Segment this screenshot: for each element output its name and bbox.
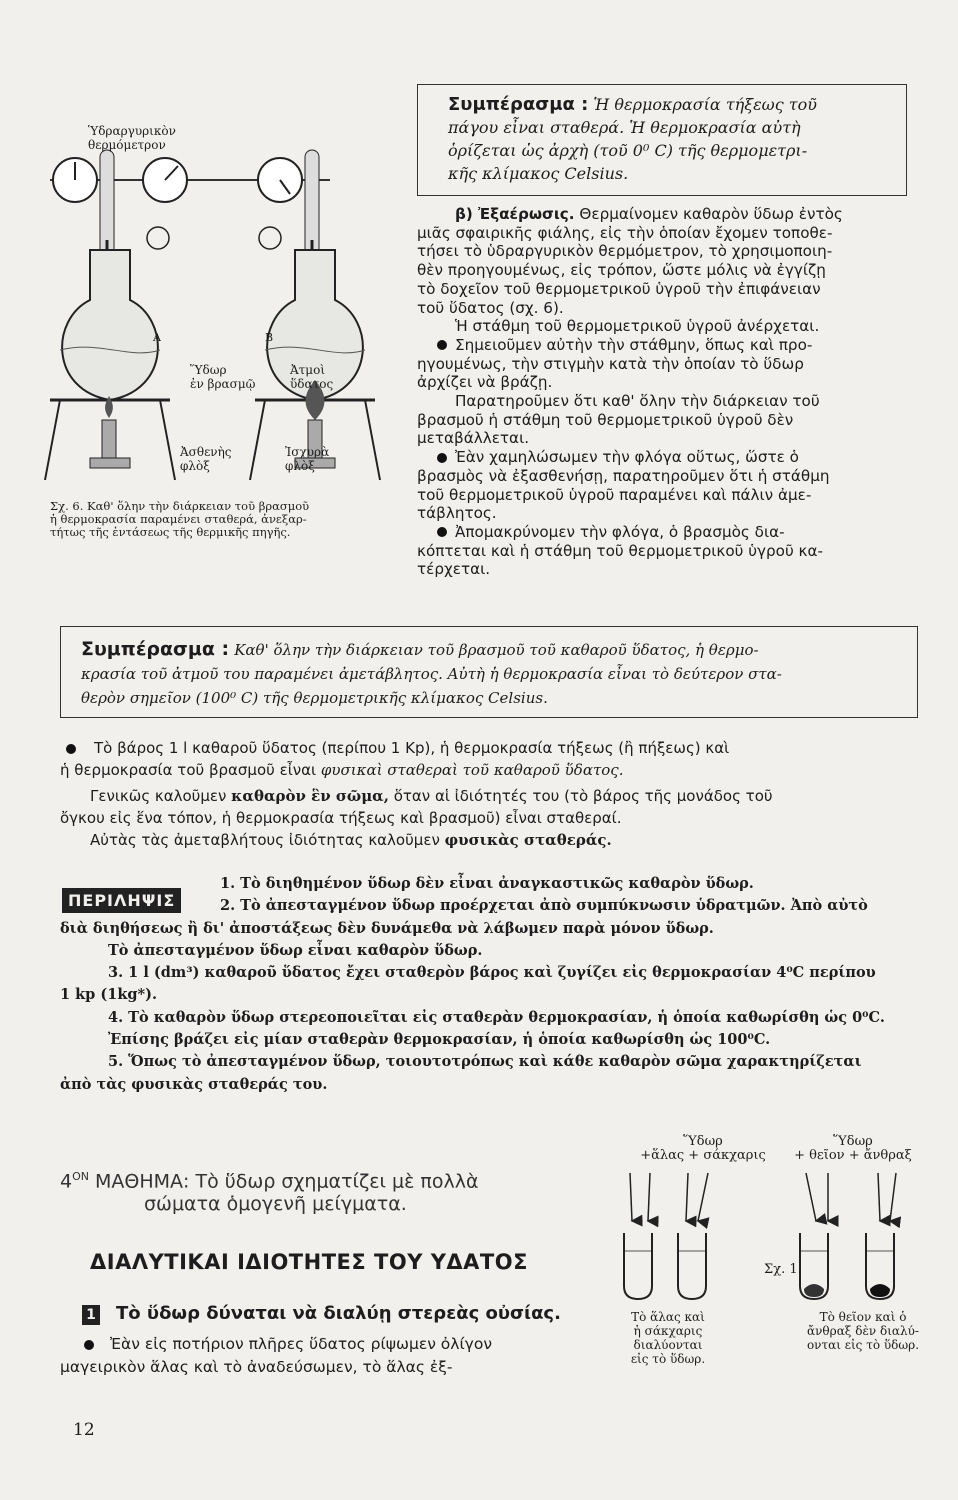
boiling-water-label-line: ἐν βρασμῷ [190, 377, 256, 391]
weak-flame-label-line: φλὸξ [180, 459, 210, 473]
text-line: Θερμαίνομεν καθαρὸν ὕδωρ ἐντὸς [579, 205, 843, 223]
subsection-title [82, 1303, 561, 1325]
bullet-icon [437, 453, 447, 463]
section-heading: ΔΙΑΛΥΤΙΚΑΙ ΙΔΙΟΤΗΤΕΣ ΤΟΥ ΥΔΑΤΟΣ [90, 1250, 528, 1274]
right-tube-label [778, 1135, 928, 1163]
conclusion-box-1 [417, 84, 907, 196]
figure-6-caption [50, 500, 395, 539]
right-caption [788, 1310, 938, 1352]
figure-1 [588, 1135, 938, 1385]
thermometer-label-line: θερμόμετρον [88, 138, 166, 152]
bullet-icon [66, 744, 76, 754]
physical-constants-paragraphs [60, 737, 920, 851]
summary-item: Τὸ ἀπεσταγμένον ὕδωρ εἶναι καθαρὸν ὕδωρ. [108, 941, 483, 959]
summary-item: ἀπὸ τὰς φυσικὰς σταθεράς του. [60, 1075, 328, 1093]
text-line: Αὐτὰς τὰς ἀμεταβλήτους ἰδιότητας καλοῦμεν [90, 831, 445, 849]
test-tubes-illustration [588, 1171, 938, 1306]
conclusion-box-2 [60, 626, 918, 718]
text-line: βρασμὸς νὰ ἐξασθενήσῃ, παρατηροῦμεν ὅτι ἡ στάθμη [417, 466, 830, 485]
text-line: Ἐὰν εἰς ποτήριον πλῆρες ὕδατος ρίψωμεν ὀλίγον [110, 1335, 492, 1353]
text-line: Τὸ βάρος 1 l καθαροῦ ὕδατος (περίπου 1 Kp), ἡ θερμοκρασία τήξεως (ἢ πήξεως) καὶ [94, 739, 730, 757]
text-line: τάβλητος. [417, 504, 497, 523]
conclusion-text: Καθ' ὅλην τὴν διάρκειαν τοῦ βρασμοῦ τοῦ καθαροῦ ὕδατος, ἡ θερμο- [234, 641, 759, 659]
text-line: τέρχεται. [417, 560, 491, 579]
text-line: τήσει τὸ ὑδραργυρικὸν θερμόμετρον, τὸ χρησιμοποιη- [417, 242, 833, 261]
caption-line: ἡ θερμοκρασία παραμένει σταθερά, ἀνεξαρ- [50, 512, 307, 526]
conclusion-text: κῆς κλίμακος Celsius. [448, 164, 629, 183]
text-line: ηγουμένως, τὴν στιγμὴν κατὰ τὴν ὁποίαν τὸ ὕδωρ [417, 354, 804, 373]
marker-a: A [153, 331, 161, 344]
lesson-label: ΜΑΘΗΜΑ: [95, 1170, 190, 1193]
left-tube-label-line: +ἅλας + σάκχαρις [640, 1148, 766, 1163]
left-tube-label-line: Ὕδωρ [683, 1134, 723, 1149]
conclusion-text: ὁρίζεται ὡς ἀρχὴ (τοῦ 0⁰ C) τῆς θερμομετρι- [448, 141, 808, 160]
summary-badge: ΠΕΡΙΛΗΨΙΣ [62, 888, 181, 913]
right-caption-line: Τὸ θεῖον καὶ ὁ [819, 1310, 907, 1324]
page-number: 12 [73, 1420, 95, 1440]
text-line: Ἡ στάθμη τοῦ θερμομετρικοῦ ὑγροῦ ἀνέρχεται. [455, 317, 820, 336]
lesson-title [60, 1165, 479, 1216]
weak-flame-label [180, 445, 232, 473]
lesson-title-line: σώματα ὁμογενῆ μείγματα. [144, 1193, 407, 1216]
bullet-icon [437, 527, 447, 537]
weak-flame-label-line: Ἀσθενὴς [180, 445, 232, 459]
text-line: τὸ δοχεῖον τοῦ θερμομετρικοῦ ὑγροῦ τὴν ἐπιφάνειαν [417, 279, 821, 298]
bullet-icon [84, 1340, 94, 1350]
right-caption-line: ονται εἰς τὸ ὕδωρ. [806, 1338, 920, 1352]
left-caption-line: διαλύονται [633, 1338, 703, 1352]
summary-item: 2. Τὸ ἀπεσταγμένον ὕδωρ προέρχεται ἀπὸ συμπύκνωσιν ὑδρατμῶν. Ἀπὸ αὐτὸ [220, 897, 868, 915]
strong-flame-label-line: φλὸξ [285, 459, 315, 473]
strong-flame-label-line: Ἰσχυρὰ [285, 445, 330, 459]
text-line: ὅταν αἱ ἰδιότητές του (τὸ βάρος τῆς μονάδος τοῦ [388, 787, 773, 805]
strong-flame-label [285, 445, 329, 473]
thermometer-label [88, 124, 176, 152]
text-line: μιᾶς σφαιρικῆς φιάλης, εἰς τὴν ὁποίαν ἔχομεν τοποθε- [417, 223, 833, 242]
caption-line: τήτως τῆς ἐντάσεως τῆς θερμικῆς πηγῆς. [50, 525, 291, 539]
summary-item: 1. Τὸ διηθημένον ὕδωρ δὲν εἶναι ἀναγκαστικῶς καθαρὸν ὕδωρ. [220, 875, 754, 892]
text-line: ὄγκου εἰς ἕνα τόπον, ἡ θερμοκρασία τήξεως καὶ βρασμοῦ) εἶναι σταθεραί. [60, 809, 622, 827]
text-line: μαγειρικὸν ἅλας καὶ τὸ ἀναδεύσωμεν, τὸ ἅλας ἐξ- [60, 1358, 453, 1376]
left-caption [603, 1310, 733, 1366]
conclusion-text: πάγου εἶναι σταθερά. Ἡ θερμοκρασία αὐτὴ [448, 118, 801, 137]
caption-line: Σχ. 6. Καθ' ὅλην τὴν διάρκειαν τοῦ βρασμοῦ [50, 499, 310, 513]
subsection-body [60, 1333, 560, 1379]
summary-item: 1 kp (1kg*). [60, 986, 157, 1004]
text-line: ἡ θερμοκρασία τοῦ βρασμοῦ εἶναι [60, 761, 321, 779]
text-line: Ἀπομακρύνομεν τὴν φλόγα, ὁ βρασμὸς δια- [455, 522, 785, 541]
bullet-icon [437, 340, 447, 350]
text-line: τοῦ ὕδατος (σχ. 6). [417, 298, 564, 317]
summary-item: 5. Ὅπως τὸ ἀπεσταγμένον ὕδωρ, τοιουτοτρόπως καὶ κάθε καθαρὸν σῶμα χαρακτηρίζεται [108, 1053, 862, 1071]
left-caption-line: Τὸ ἅλας καὶ [631, 1310, 705, 1324]
conclusion-text: κρασία τοῦ ἀτμοῦ του παραμένει ἀμετάβλητος. Αὐτὴ ἡ θερμοκρασία εἶναι τὸ δεύτερον στα- [81, 665, 782, 683]
italic-text: φυσικαὶ σταθεραὶ τοῦ καθαροῦ ὕδατος. [320, 761, 624, 779]
left-caption-line: ἡ σάκχαρις [633, 1324, 703, 1338]
text-line: ἀρχίζει νὰ βράζῃ. [417, 373, 553, 392]
left-caption-line: εἰς τὸ ὕδωρ. [630, 1352, 706, 1366]
text-line: τοῦ θερμομετρικοῦ ὑγροῦ παραμένει καὶ πάλιν ἀμε- [417, 485, 812, 504]
conclusion-title: Συμπέρασμα : [448, 94, 589, 115]
summary-item: 4. Τὸ καθαρὸν ὕδωρ στερεοποιεῖται εἰς σταθερὰν θερμοκρασίαν, ἡ ὁποία καθωρίσθη ὡς 0⁰C. [108, 1008, 885, 1026]
figure-1-label: Σχ. 1. [764, 1262, 802, 1277]
vapor-label-line: Ἀτμοὶ [290, 363, 326, 377]
lesson-title-line: Τὸ ὕδωρ σχηματίζει μὲ πολλὰ [195, 1170, 479, 1193]
text-line: κόπτεται καὶ ἡ στάθμη τοῦ θερμομετρικοῦ ὑγροῦ κα- [417, 541, 823, 560]
conclusion-text: Ἡ θερμοκρασία τήξεως τοῦ [593, 95, 817, 114]
bold-text: φυσικὰς σταθεράς. [444, 831, 612, 849]
right-tube-label-line: + θεῖον + ἄνθραξ [794, 1148, 912, 1163]
text-line: Παρατηροῦμεν ὅτι καθ' ὅλην τὴν διάρκειαν τοῦ [455, 392, 820, 411]
boiling-water-label [190, 363, 255, 391]
text-line: βρασμοῦ ἡ στάθμη τοῦ θερμομετρικοῦ ὑγροῦ δὲν [417, 410, 794, 429]
left-tube-label [638, 1135, 768, 1163]
summary-item: διὰ διηθήσεως ἢ δι' ἀποστάξεως δὲν δυνάμεθα νὰ λάβωμεν παρὰ μόνον ὕδωρ. [60, 919, 714, 937]
vapor-label [290, 363, 333, 391]
text-line: Ἐὰν χαμηλώσωμεν τὴν φλόγα οὕτως, ὥστε ὁ [455, 448, 799, 467]
summary-item: 3. 1 l (dm³) καθαροῦ ὕδατος ἔχει σταθερὸν βάρος καὶ ζυγίζει εἰς θερμοκρασίαν 4⁰C περίπου [108, 964, 876, 982]
bold-text: καθαρὸν ἓν σῶμα, [231, 787, 389, 805]
summary-list [60, 873, 922, 1096]
text-line: Σημειοῦμεν αὐτὴν τὴν στάθμην, ὅπως καὶ προ- [455, 335, 813, 354]
marker-b: B [265, 331, 274, 344]
thermometer-label-line: Ὑδραργυρικὸν [88, 124, 176, 138]
section-heading: β) Ἐξαέρωσις. [455, 205, 575, 223]
summary-item: Ἐπίσης βράζει εἰς μίαν σταθερὰν θερμοκρασίαν, ἡ ὁποία καθωρίσθη ὡς 100⁰C. [108, 1031, 771, 1049]
conclusion-title: Συμπέρασμα : [81, 638, 230, 660]
text-line: θὲν προηγουμένως, εἰς τρόπον, ὥστε μόλις νὰ ἐγγίζῃ [417, 261, 826, 280]
lesson-number: 4 [60, 1170, 73, 1193]
figure-6 [40, 100, 400, 530]
boiling-water-label-line: Ὕδωρ [190, 363, 227, 377]
lesson-number-suffix: ΟΝ [72, 1170, 89, 1183]
subsection-number: 1 [82, 1305, 100, 1325]
right-caption-line: ἄνθραξ δὲν διαλύ- [807, 1324, 919, 1338]
boiling-apparatus-illustration [40, 100, 400, 500]
right-tube-label-line: Ὕδωρ [833, 1134, 873, 1149]
text-line: Γενικῶς καλοῦμεν [90, 787, 232, 805]
subsection-title-text: Τὸ ὕδωρ δύναται νὰ διαλύῃ στερεὰς οὐσίας. [116, 1303, 561, 1324]
vapor-label-line: ὕδατος [290, 377, 334, 391]
evaporation-section [417, 205, 917, 579]
conclusion-text: θερὸν σημεῖον (100⁰ C) τῆς θερμομετρικῆς κλίμακος Celsius. [81, 689, 548, 707]
text-line: μεταβάλλεται. [417, 429, 530, 448]
